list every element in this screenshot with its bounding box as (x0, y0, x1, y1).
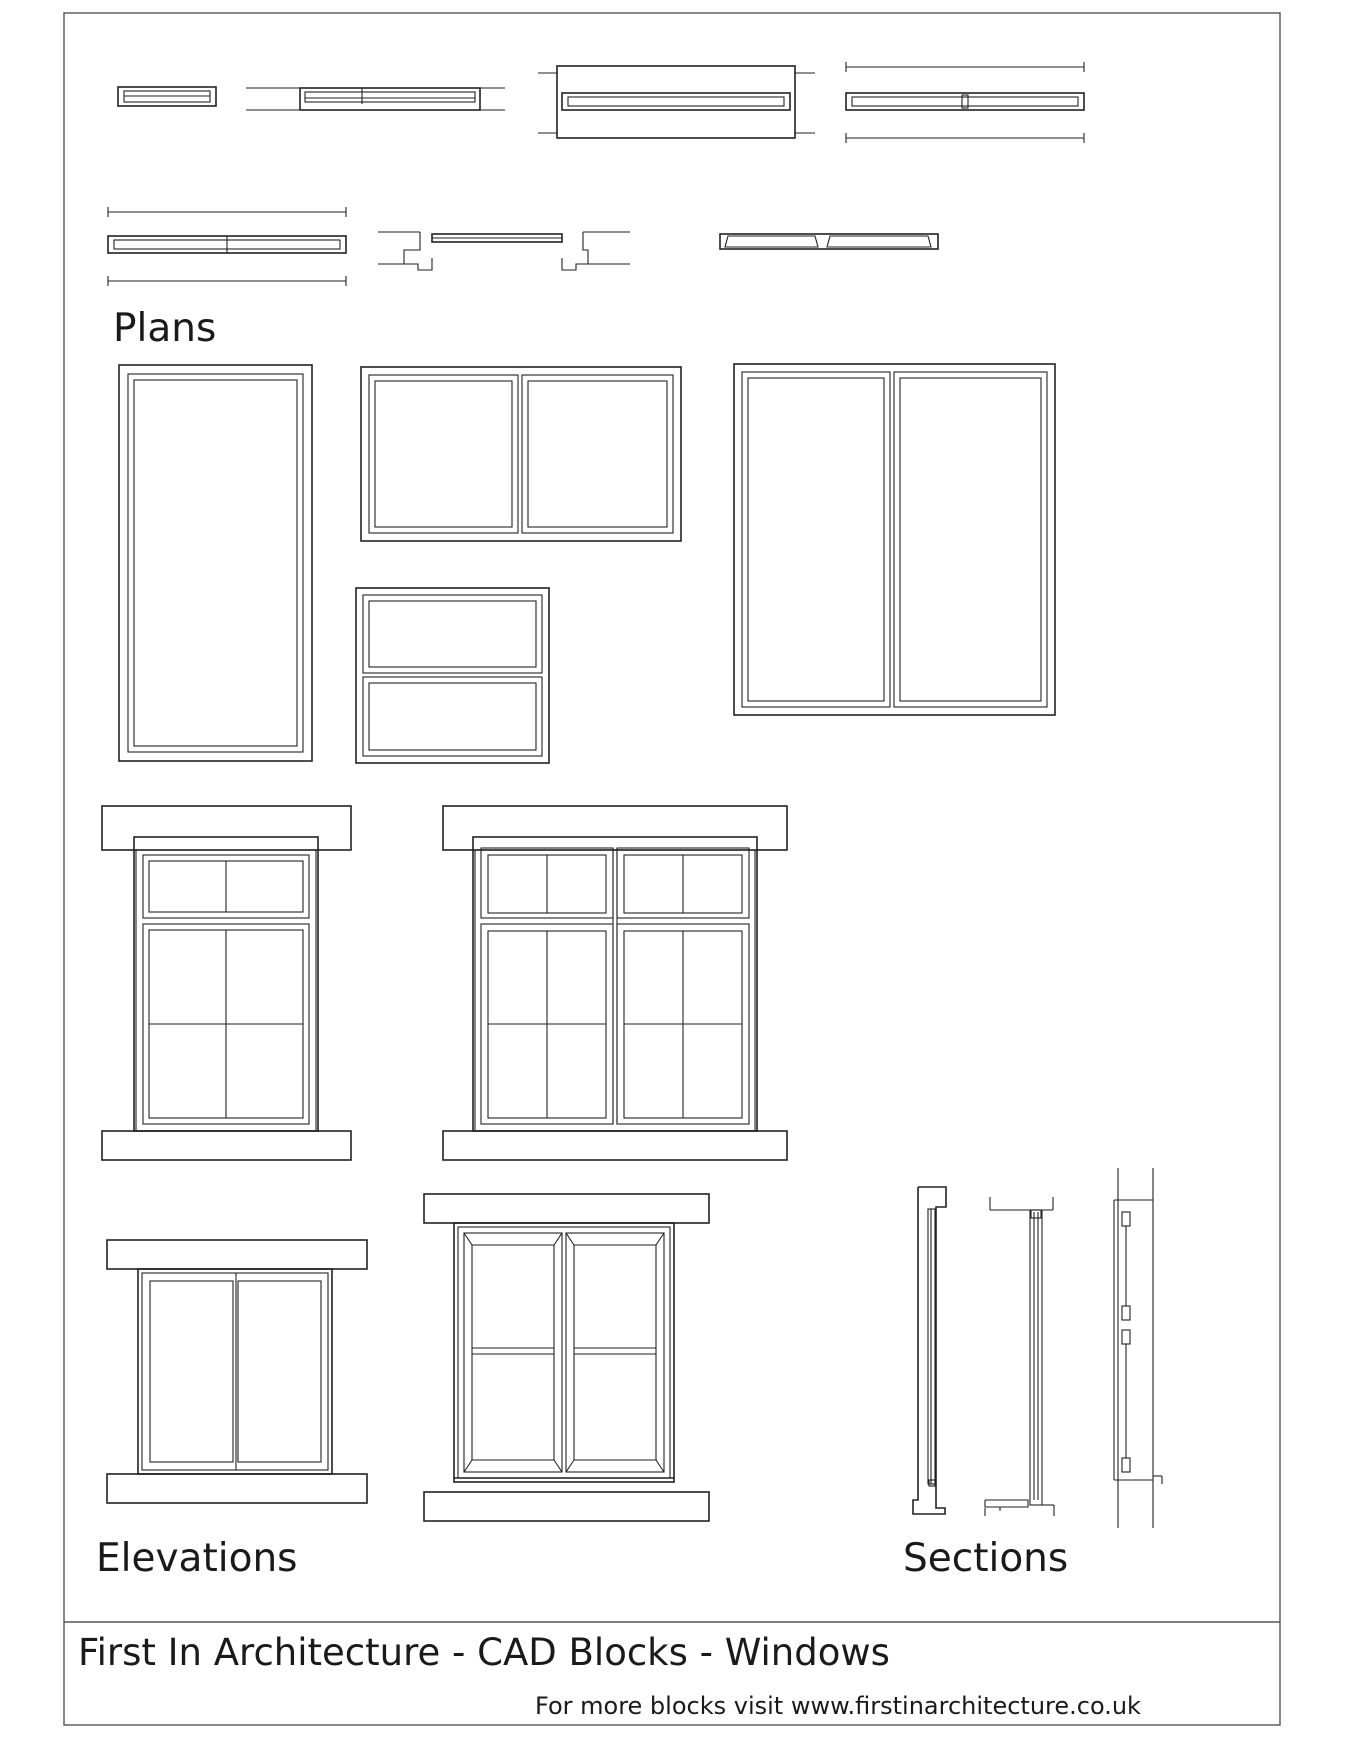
title-block-title: First In Architecture - CAD Blocks - Windows (78, 1631, 890, 1674)
window-plan-7 (720, 234, 938, 249)
title-block-subtitle: For more blocks visit www.firstinarchitecture.co.uk (535, 1692, 1141, 1720)
elevation-window-2 (443, 806, 787, 1160)
window-plan-4 (846, 62, 1084, 143)
label-elevations: Elevations (96, 1536, 298, 1581)
window-section-1 (913, 1187, 946, 1514)
window-plan-5 (108, 207, 346, 286)
elevation-blocks (102, 806, 787, 1521)
window-tall-double (734, 364, 1055, 715)
window-plan-3 (538, 66, 815, 138)
elevation-window-1 (102, 806, 351, 1160)
section-blocks (913, 1168, 1162, 1528)
window-section-3 (1114, 1168, 1162, 1528)
window-plan-6 (378, 232, 630, 270)
label-sections: Sections (903, 1536, 1069, 1581)
window-plan-1 (118, 87, 216, 106)
window-tall-single (119, 365, 312, 761)
window-stacked-sash (356, 588, 549, 763)
plan-blocks (108, 62, 1084, 286)
label-plans: Plans (113, 306, 217, 351)
sheet-border (64, 13, 1280, 1725)
window-double-square (361, 367, 681, 541)
window-section-2 (985, 1197, 1054, 1516)
elevation-window-4 (424, 1194, 709, 1521)
window-plan-2 (246, 88, 505, 110)
elevation-window-3 (107, 1240, 367, 1503)
window-blocks (119, 364, 1055, 763)
